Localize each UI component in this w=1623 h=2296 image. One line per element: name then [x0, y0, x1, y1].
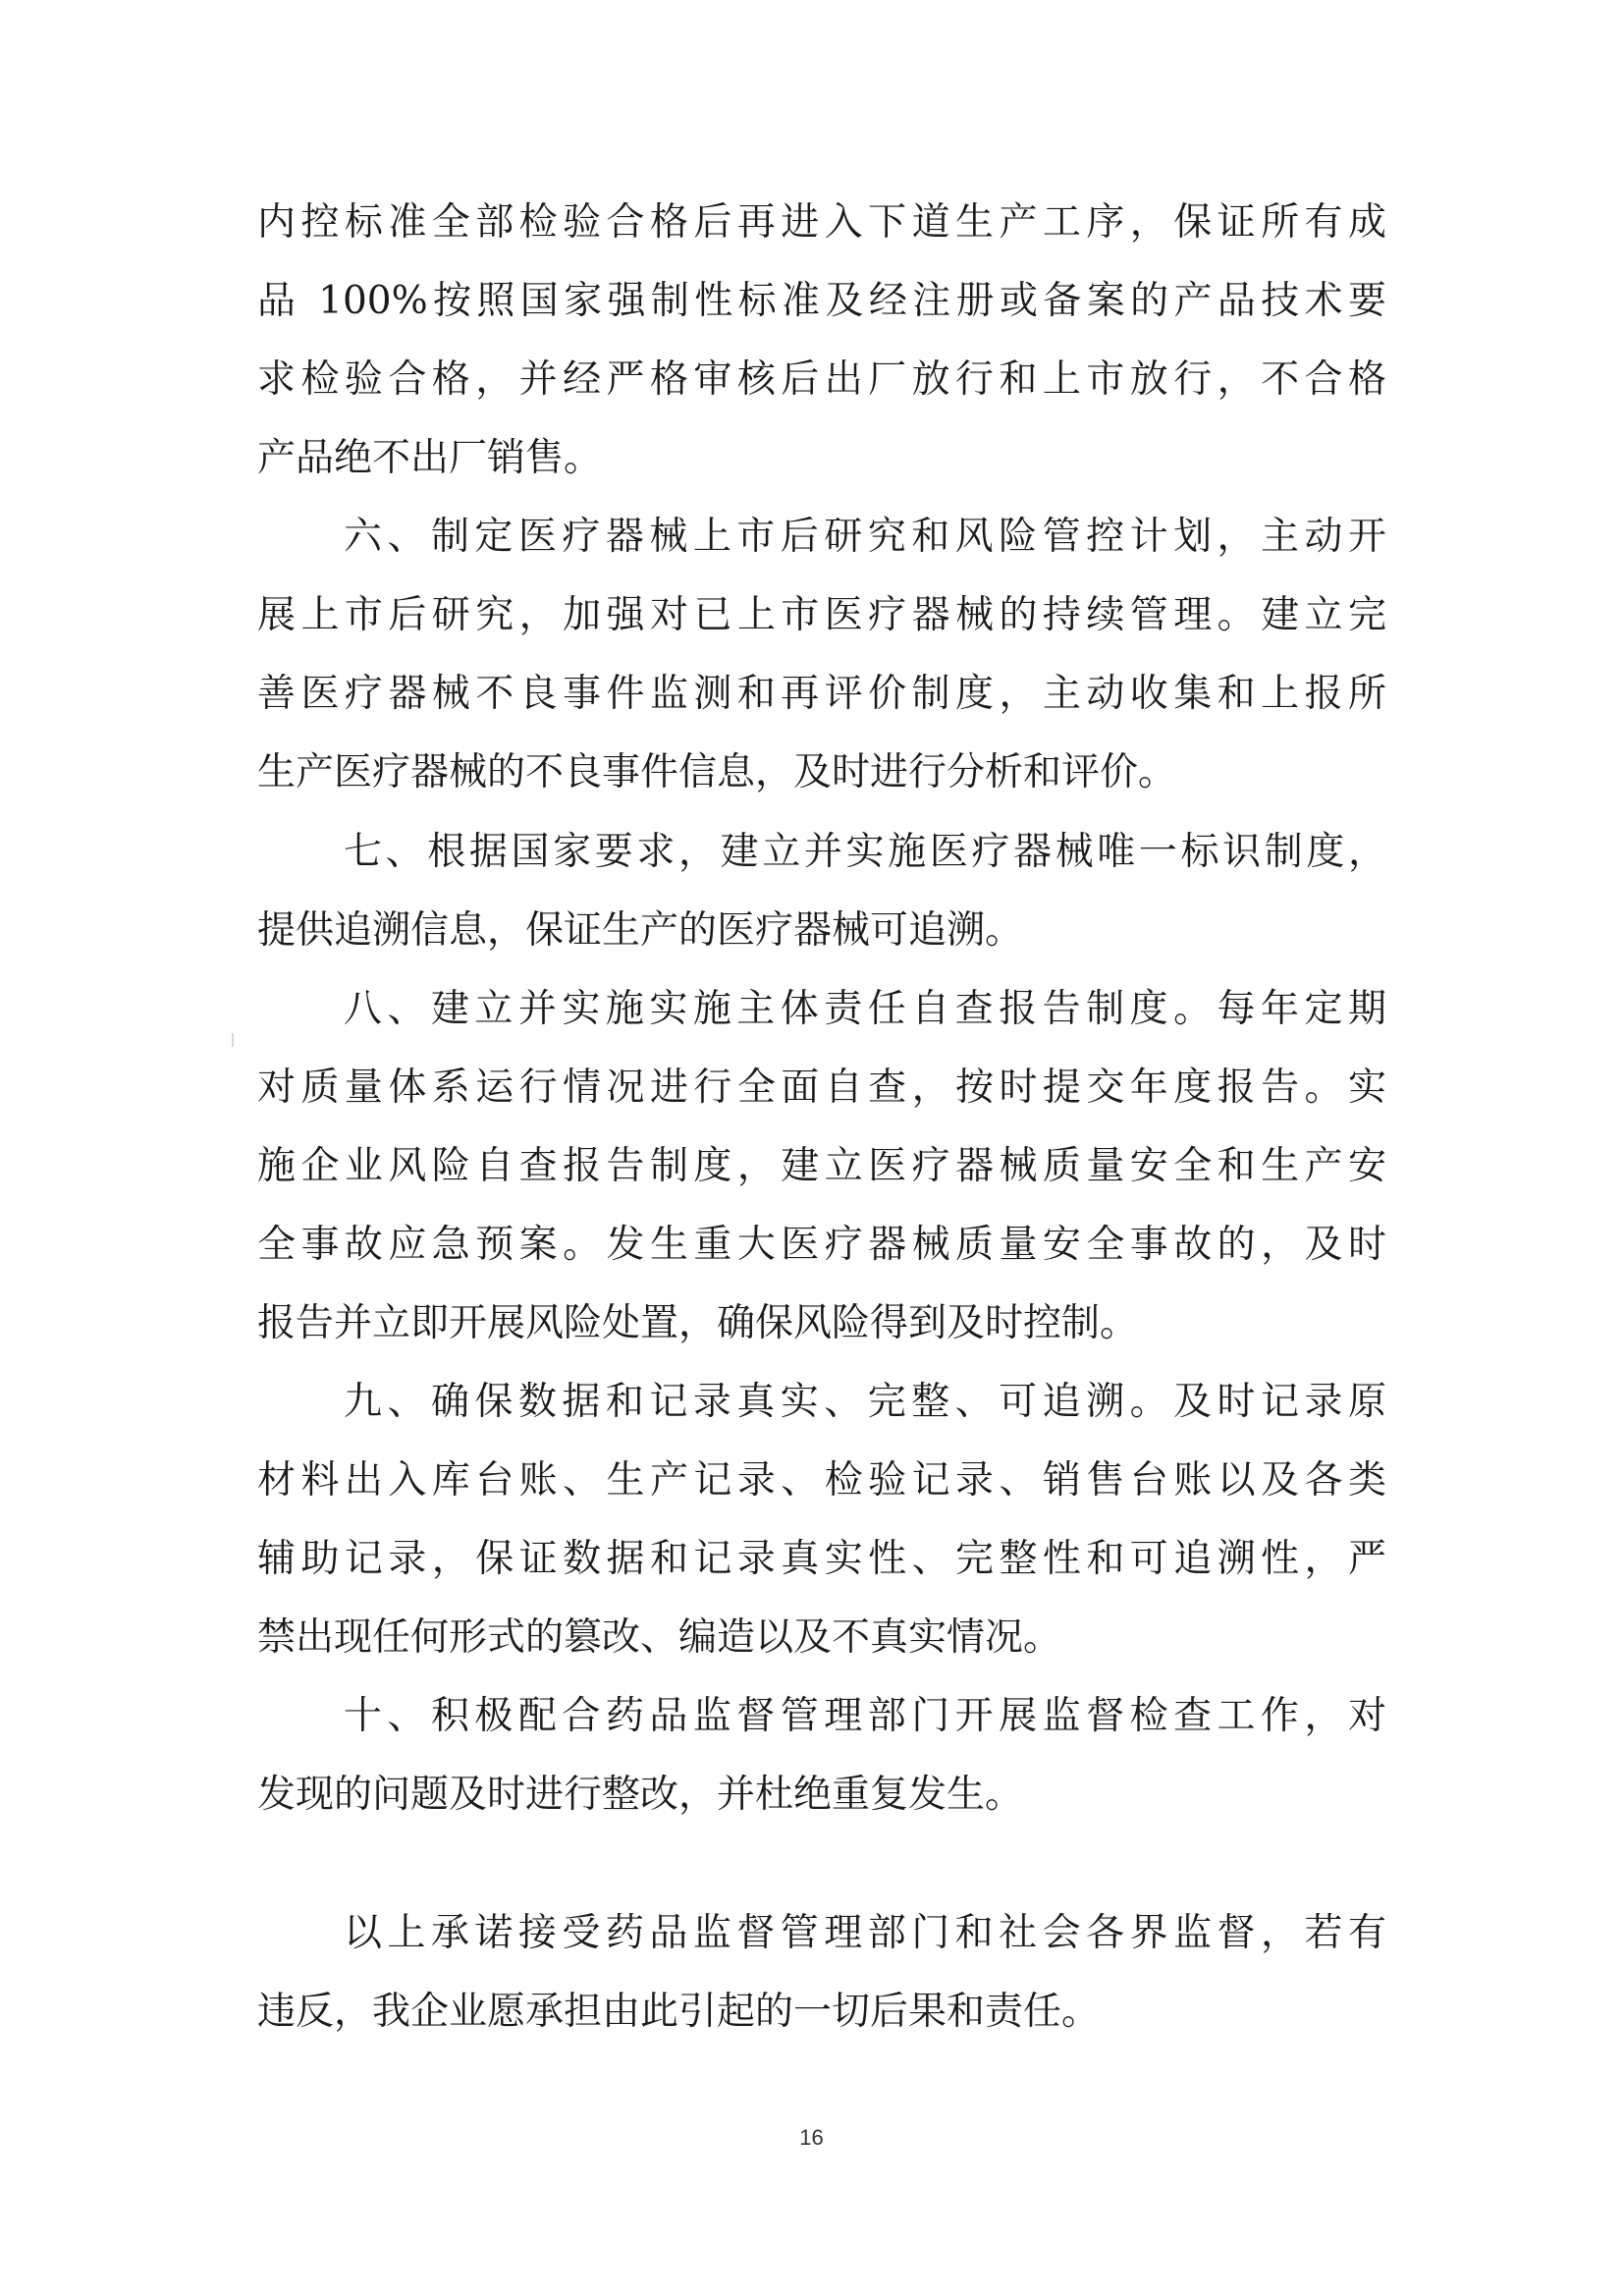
text-line: 八、建立并实施实施主体责任自查报告制度。每年定期 — [344, 987, 1386, 1031]
page-number: 16 — [799, 2125, 824, 2150]
text-line: 对质量体系运行情况进行全面自查，按时提交年度报告。实 — [257, 1066, 1386, 1110]
scan-margin-mark — [232, 1033, 234, 1047]
text-line: 辅助记录，保证数据和记录真实性、完整性和可追溯性，严 — [257, 1537, 1386, 1581]
text-line: 七、根据国家要求，建立并实施医疗器械唯一标识制度， — [344, 830, 1386, 874]
text-line: 禁出现任何形式的篡改、编造以及不真实情况。 — [257, 1615, 1062, 1660]
text-line: 十、积极配合药品监督管理部门开展监督检查工作，对 — [344, 1694, 1386, 1738]
text-line: 提供追溯信息，保证生产的医疗器械可追溯。 — [257, 908, 1024, 953]
text-line: 生产医疗器械的不良事件信息，及时进行分析和评价。 — [257, 750, 1177, 794]
text-line: 报告并立即开展风险处置，确保风险得到及时控制。 — [257, 1301, 1139, 1345]
text-line: 九、确保数据和记录真实、完整、可追溯。及时记录原 — [344, 1380, 1386, 1424]
text-line: 施企业风险自查报告制度，建立医疗器械质量安全和生产安 — [257, 1144, 1386, 1188]
text-line: 产品绝不出厂销售。 — [257, 436, 603, 480]
text-line: 求检验合格，并经严格审核后出厂放行和上市放行，不合格 — [257, 357, 1386, 402]
text-line: 内控标准全部检验合格后再进入下道生产工序，保证所有成 — [257, 200, 1386, 245]
text-line: 六、制定医疗器械上市后研究和风险管控计划，主动开 — [344, 515, 1386, 559]
text-line: 违反，我企业愿承担由此引起的一切后果和责任。 — [257, 1990, 1101, 2034]
text-line: 材料出入库台账、生产记录、检验记录、销售台账以及各类 — [257, 1458, 1386, 1503]
text-line: 善医疗器械不良事件监测和再评价制度，主动收集和上报所 — [257, 672, 1386, 716]
text-line: 发现的问题及时进行整改，并杜绝重复发生。 — [257, 1773, 1024, 1817]
text-line: 全事故应急预案。发生重大医疗器械质量安全事故的，及时 — [257, 1223, 1386, 1267]
text-line: 展上市后研究，加强对已上市医疗器械的持续管理。建立完 — [257, 593, 1386, 637]
text-line: 品 100%按照国家强制性标准及经注册或备案的产品技术要 — [257, 279, 1386, 323]
text-line: 以上承诺接受药品监督管理部门和社会各界监督，若有 — [344, 1911, 1386, 1955]
